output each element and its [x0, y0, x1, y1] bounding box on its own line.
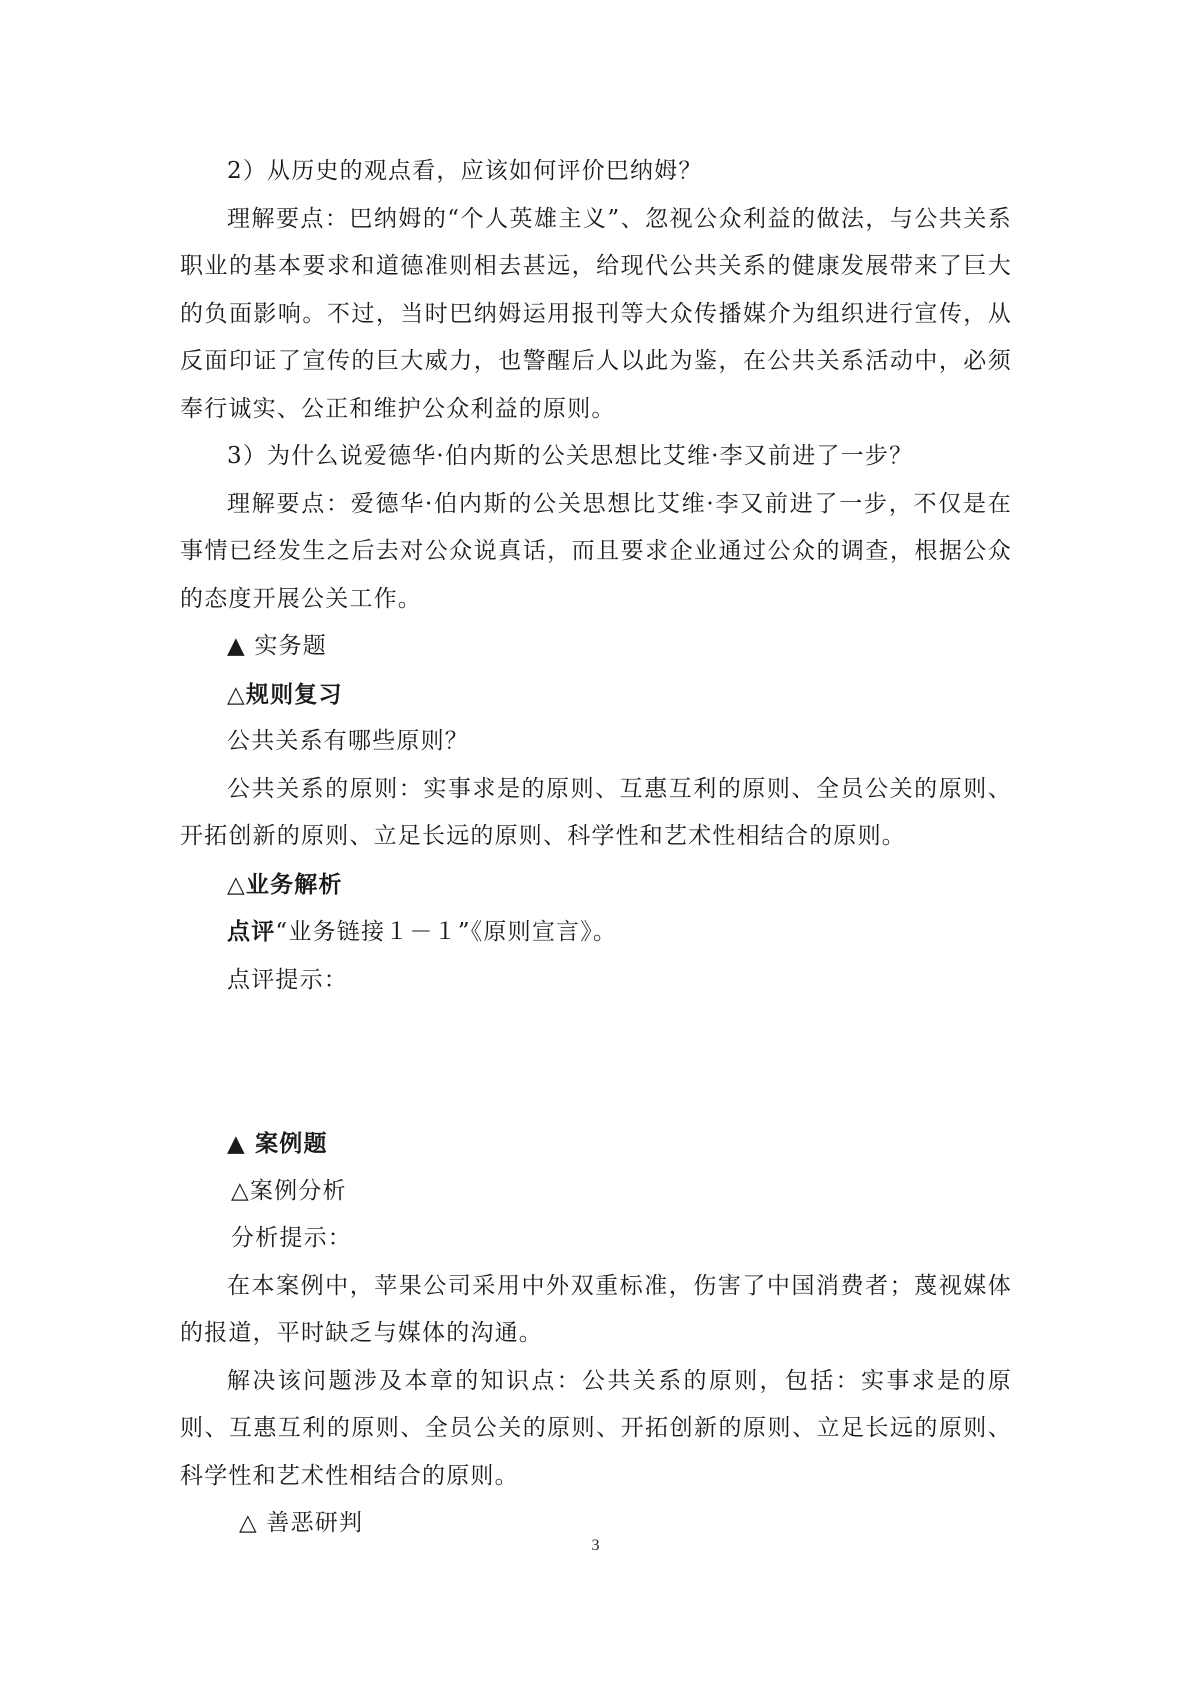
question-2: 2）从历史的观点看，应该如何评价巴纳姆？ [227, 158, 703, 184]
section-practice-heading: ▲ 实务题 [227, 633, 327, 659]
rules-answer: 公共关系的原则：实事求是的原则、互惠互利的原则、全员公关的原则、开拓创新的原则、立足长远的原则、科学性和艺术性相结合的原则。 [180, 775, 1012, 849]
rules-review-heading: △规则复习 [227, 680, 343, 708]
comment-hint-label: 点评提示： [227, 966, 348, 993]
business-analysis-heading: △业务解析 [227, 870, 343, 898]
section-case-heading: ▲ 案例题 [227, 1130, 328, 1157]
comment-label: 点评 [227, 918, 276, 945]
good-evil-judgement-heading: △ 善恶研判 [239, 1510, 364, 1536]
knowledge-points-text: 解决该问题涉及本章的知识点：公共关系的原则，包括：实事求是的原则、互惠互利的原则、全员公关的原则、开拓创新的原则、立足长远的原则、科学性和艺术性相结合的原则。 [180, 1367, 1012, 1489]
page-number: 3 [591, 1537, 600, 1554]
case-analysis-heading: △案例分析 [231, 1177, 347, 1204]
case-analysis-text: 在本案例中，苹果公司采用中外双重标准，伤害了中国消费者；蔑视媒体的报道，平时缺乏与媒体的沟通。 [180, 1272, 1012, 1346]
comment-line [180, 908, 1012, 957]
analysis-hint-label: 分析提示： [231, 1225, 352, 1251]
rules-question: 公共关系有哪些原则？ [227, 728, 469, 754]
comment-text: “业务链接１－１”《原则宣言》。 [275, 919, 618, 945]
blank-space [180, 1004, 1012, 1120]
page-body [180, 148, 1012, 1548]
question-3: 3）为什么说爱德华·伯内斯的公关思想比艾维·李又前进了一步？ [227, 443, 914, 469]
answer-2: 理解要点：巴纳姆的“个人英雄主义”、忽视公众利益的做法，与公共关系职业的基本要求和道德准则相去甚远，给现代公共关系的健康发展带来了巨大的负面影响。不过，当时巴纳姆运用报刊等大众传播媒介为组织进行宣传，从反面印证了宣传的巨大威力，也警醒后人以此为鉴，在公共关系活动中，必须奉行诚实、公正和维护公众利益的原则。 [180, 205, 1012, 422]
answer-3: 理解要点：爱德华·伯内斯的公关思想比艾维·李又前进了一步，不仅是在事情已经发生之后去对公众说真话，而且要求企业通过公众的调查，根据公众的态度开展公关工作。 [180, 490, 1012, 612]
